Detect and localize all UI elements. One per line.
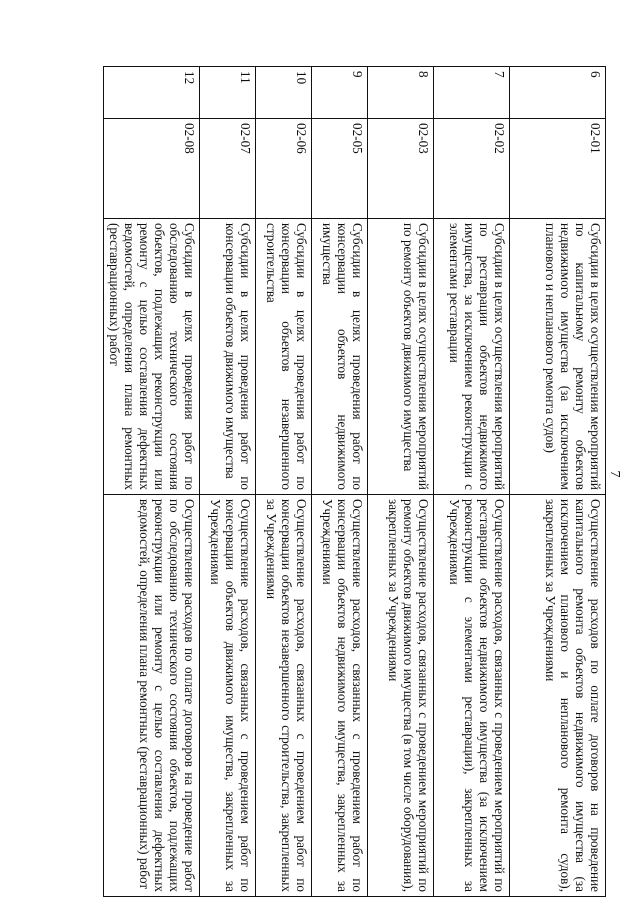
row-description: Осуществление расходов, связанных с проведением мероприятий по ремонту объектов движимого имущества (в том числе оборудования), закрепленных за Учреждениями [368, 495, 434, 897]
table-row [256, 67, 312, 897]
row-name: Субсидии в целях проведения работ по консервации объектов недвижимого имущества [312, 219, 368, 495]
row-number: 9 [312, 67, 368, 119]
row-number: 8 [368, 67, 434, 119]
page-number: 7 [607, 470, 622, 478]
row-code: 02-06 [256, 119, 312, 219]
table-row [200, 67, 256, 897]
row-code: 02-08 [104, 119, 200, 219]
row-name: Субсидии в целях осуществления мероприятий по реставрации объектов недвижимого имущества, за исключением реконструкции с элементами реставрации [434, 219, 510, 495]
row-name: Субсидии в целях осуществления мероприятий по капитальному ремонту объектов недвижимого имущества (за исключением планового и непланового ремонта судов) [510, 219, 606, 495]
row-description: Осуществление расходов, связанных с проведением работ по консервации объектов движимого имущества, закрепленных за Учреждениями [200, 495, 256, 897]
table-row [510, 67, 606, 897]
table-row [104, 67, 200, 897]
row-description: Осуществление расходов по оплате договоров на проведение работ по обследованию технического состояния объектов, подлежащих реконструкции или ремонту с целью составления дефектных ведомостей, определения плана ремонтных (реставрационных) работ [104, 495, 200, 897]
rotated-table-container [54, 66, 606, 896]
table-row [434, 67, 510, 897]
row-description: Осуществление расходов по оплате договоров на проведение капитального ремонта объектов недвижимого имущества (за исключением планового и непланового ремонта судов), закрепленных за Учреждениями [510, 495, 606, 897]
row-name: Субсидии в целях проведения работ по консервации объектов незавершенного строительства [256, 219, 312, 495]
row-number: 10 [256, 67, 312, 119]
row-name: Субсидии в целях осуществления мероприятий по ремонту объектов движимого имущества [368, 219, 434, 495]
row-code: 02-05 [312, 119, 368, 219]
row-code: 02-01 [510, 119, 606, 219]
row-description: Осуществление расходов, связанных с проведением работ по консервации объектов недвижимого имущества, закрепленных за Учреждениями [312, 495, 368, 897]
row-number: 7 [434, 67, 510, 119]
row-name: Субсидии в целях проведения работ по консервации объектов движимого имущества [200, 219, 256, 495]
row-number: 6 [510, 67, 606, 119]
table-row [312, 67, 368, 897]
table-row [368, 67, 434, 897]
row-number: 11 [200, 67, 256, 119]
row-code: 02-07 [200, 119, 256, 219]
row-code: 02-02 [434, 119, 510, 219]
row-name: Субсидии в целях проведения работ по обследованию технического состояния объектов, подлежащих реконструкции или ремонту с целью составления дефектных ведомостей, определения плана ремонтных (реставрационных) работ [104, 219, 200, 495]
row-code: 02-03 [368, 119, 434, 219]
row-number: 12 [104, 67, 200, 119]
row-description: Осуществление расходов, связанных с проведением мероприятий по реставрации объектов недвижимого имущества (за исключением реконструкции с элементами реставрации), закрепленных за Учреждениями [434, 495, 510, 897]
table-body [104, 67, 606, 897]
subsidies-table [103, 66, 606, 897]
row-description: Осуществление расходов, связанных с проведением работ по консервации объектов незавершенного строительства, закрепленных за Учреждениями [256, 495, 312, 897]
